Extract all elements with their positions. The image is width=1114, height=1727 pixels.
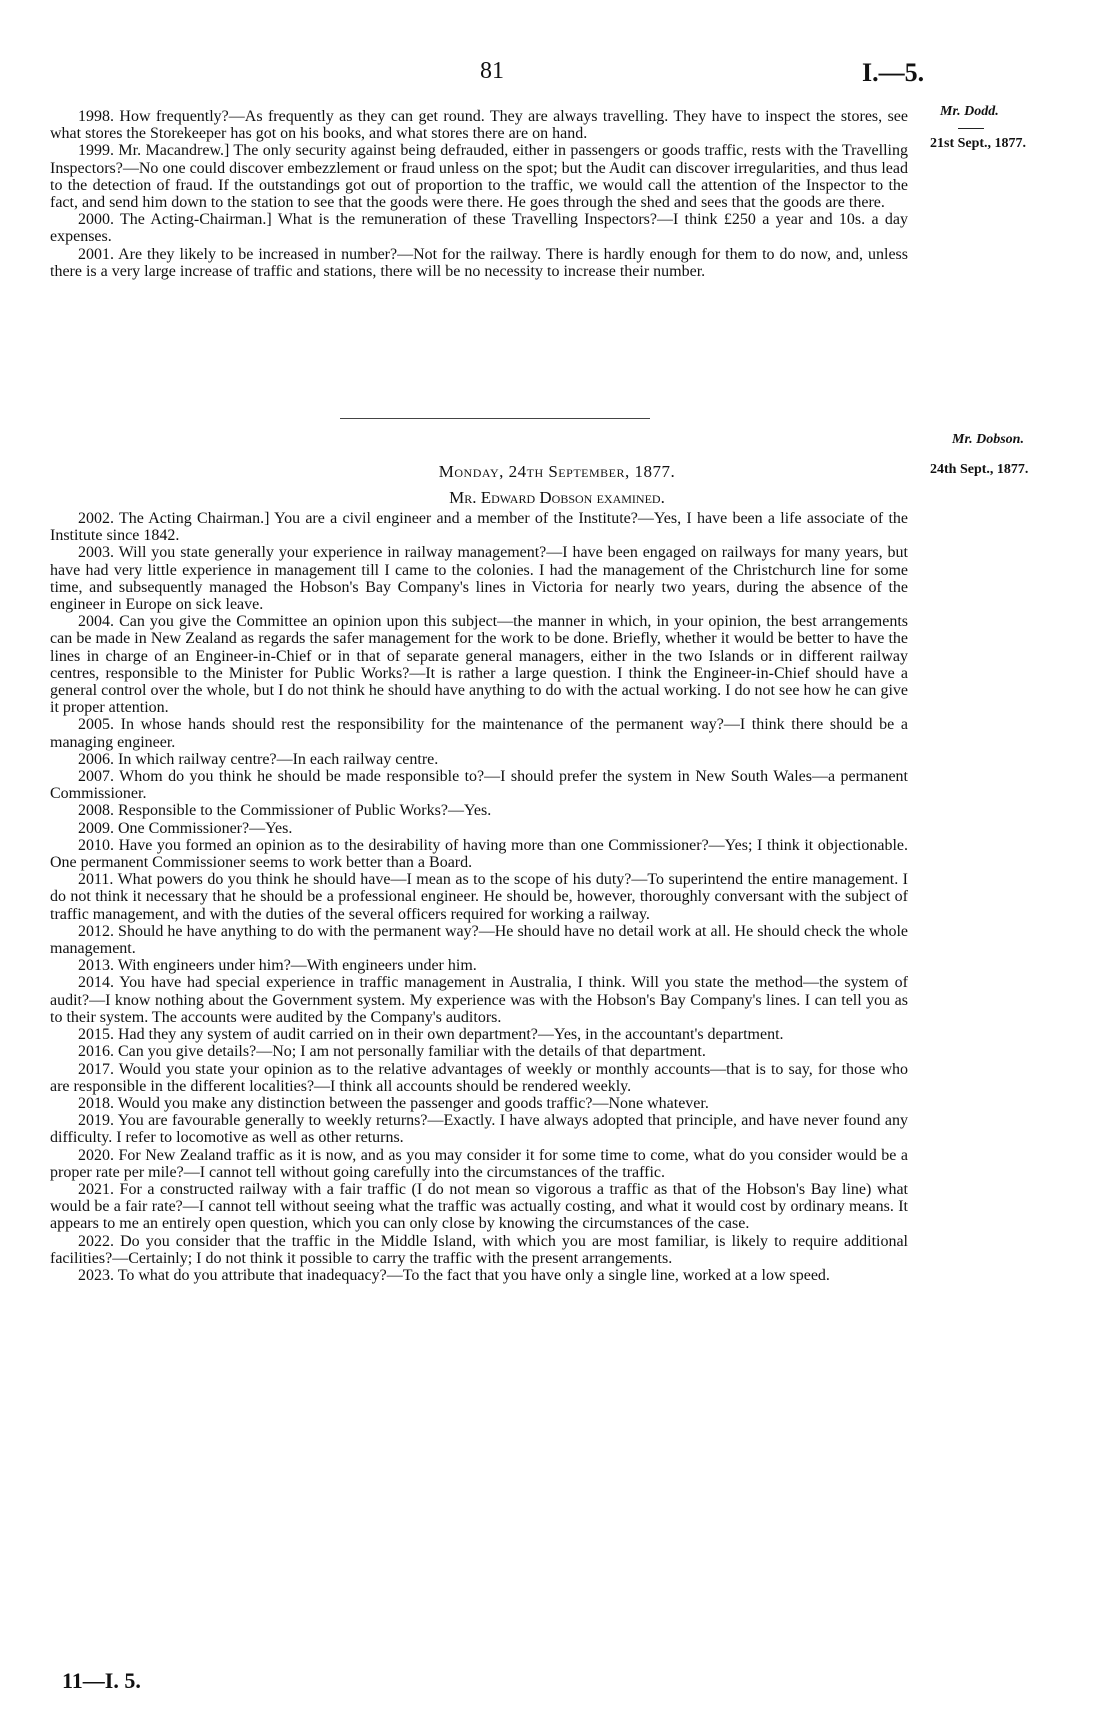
testimony-paragraph: 2006. In which railway centre?—In each railway centre.	[78, 750, 439, 768]
signature-mark: 11—I. 5.	[62, 1668, 141, 1693]
testimony-paragraph: 2021. For a constructed railway with a fair traffic (I do not mean so vigorous a traffic as that of the Hobson's Bay line) what would be a fair rate?—I cannot tell without seeing what the traffic was actually costing, and what it would cost by ordinary means. It appears to me an entirely open question, which you can only close by knowing the circumstances of the case.	[50, 1180, 908, 1233]
testimony-block-main	[50, 510, 908, 1284]
testimony-paragraph: 2005. In whose hands should rest the responsibility for the maintenance of the permanent way?—I think there should be a managing engineer.	[50, 716, 908, 751]
testimony-paragraph: 2012. Should he have anything to do with the permanent way?—He should have no detail work at all. He should check the whole management.	[50, 922, 908, 958]
margin-date-dobson: 24th Sept., 1877.	[930, 462, 1029, 477]
testimony-paragraph: 2008. Responsible to the Commissioner of Public Works?—Yes.	[78, 802, 492, 820]
testimony-paragraph: 2009. One Commissioner?—Yes.	[78, 819, 293, 837]
section-divider	[340, 418, 650, 419]
testimony-paragraph: 2004. Can you give the Committee an opinion upon this subject—the manner in which, in your opinion, the best arrangements can be made in New Zealand as regards the safer management for the work to be done. Briefly, whether it would be better to have the lines in charge of an Engineer-in-Chief or in that of separate general managers, either in the two Islands or in different railway centres, responsible to the Minister for Public Works?—It is rather a large question. I think the Engineer-in-Chief should have a general control over the whole, but I do not think he should have anything to do with the actual working. I do not see how he can give it proper attention.	[50, 613, 908, 717]
margin-witness-dobson: Mr. Dobson.	[952, 432, 1024, 447]
testimony-paragraph: 1999. Mr. Macandrew.] The only security against being defrauded, either in passengers or goods traffic, rests with the Travelling Inspectors?—No one could discover embezzlement or fraud unless on the spot; but the Audit can discover irregularities, and thus lead to the detection of fraud. If the outstandings got out of proportion to the traffic, we would call the attention of the Inspector to the fact, and send him down to the station to see that the goods were there. He goes through the shed and sees that the goods are there.	[50, 142, 908, 212]
testimony-paragraph: 2013. With engineers under him?—With engineers under him.	[78, 957, 477, 975]
witness-heading: Mr. Edward Dobson examined.	[449, 488, 665, 507]
testimony-paragraph: 2023. To what do you attribute that inadequacy?—To the fact that you have only a single line, worked at a low speed.	[78, 1266, 830, 1284]
testimony-paragraph: 1998. How frequently?—As frequently as they can get round. They are always travelling. They have to inspect the stores, see what stores the Storekeeper has got on his books, and what stores there are on hand.	[50, 108, 908, 143]
session-date-heading: Monday, 24th September, 1877.	[438, 462, 676, 481]
testimony-paragraph: 2015. Had they any system of audit carried on in their own department?—Yes, in the accountant's department.	[78, 1026, 784, 1044]
margin-dash	[958, 128, 984, 129]
page-header	[0, 58, 1114, 88]
testimony-paragraph: 2016. Can you give details?—No; I am not personally familiar with the details of that department.	[78, 1043, 706, 1061]
testimony-paragraph: 2011. What powers do you think he should have—I mean as to the scope of his duty?—To superintend the entire management. I do not think it necessary that he should be a professional engineer. He should be, however, thoroughly conversant with the subject of traffic management, and with the duties of the several officers required for working a railway.	[50, 871, 908, 923]
testimony-paragraph: 2019. You are favourable generally to weekly returns?—Exactly. I have always adopted that principle, and have never found any difficulty. I refer to locomotive as well as other returns.	[50, 1112, 908, 1147]
testimony-paragraph: 2007. Whom do you think he should be made responsible to?—I should prefer the system in New South Wales—a permanent Commissioner.	[50, 768, 908, 803]
testimony-paragraph: 2001. Are they likely to be increased in number?—Not for the railway. There is hardly enough for them to do now, and, unless there is a very large increase of traffic and stations, there will be no necessity to increase their number.	[50, 245, 908, 280]
testimony-paragraph: 2000. The Acting-Chairman.] What is the remuneration of these Travelling Inspectors?—I think £250 a year and 10s. a day expenses.	[50, 211, 908, 246]
testimony-paragraph: 2020. For New Zealand traffic as it is now, and as you may consider it for some time to come, what do you consider would be a proper rate per mile?—I cannot tell without going carefully into the circumstances of the traffic.	[50, 1146, 908, 1181]
testimony-paragraph: 2003. Will you state generally your experience in railway management?—I have been engaged on railways for many years, but have had very little experience in management till I came to the colonies. I had the management of the Christchurch line for some time, and subsequently managed the Hobson's Bay Company's lines in Victoria for nearly two years, during the absence of the engineer in Europe on sick leave.	[50, 544, 908, 614]
testimony-paragraph: 2022. Do you consider that the traffic in the Middle Island, with which you are most familiar, is likely to require additional facilities?—Certainly; I do not think it possible to carry the traffic with the present arrangements.	[50, 1232, 908, 1267]
testimony-paragraph: 2010. Have you formed an opinion as to the desirability of having more than one Commissioner?—Yes; I think it objectionable. One permanent Commissioner seems to work better than a Board.	[50, 836, 908, 872]
margin-witness-dodd: Mr. Dodd.	[940, 104, 999, 119]
page-number: 81	[480, 58, 504, 84]
margin-date-dodd: 21st Sept., 1877.	[930, 136, 1027, 151]
testimony-paragraph: 2017. Would you state your opinion as to the relative advantages of weekly or monthly accounts—that is to say, for those who are responsible in the different localities?—I think all accounts should be rendered weekly.	[50, 1060, 908, 1095]
document-reference: I.—5.	[862, 58, 925, 87]
testimony-paragraph: 2014. You have had special experience in traffic management in Australia, I think. Will you state the method—the system of audit?—I know nothing about the Government system. My experience was with the Hobson's Bay Company's lines. I can tell you as to their system. The accounts were audited by the Company's auditors.	[50, 974, 908, 1026]
testimony-block-top	[50, 108, 908, 280]
testimony-paragraph: 2018. Would you make any distinction between the passenger and goods traffic?—None whatever.	[78, 1094, 709, 1112]
testimony-paragraph: 2002. The Acting Chairman.] You are a civil engineer and a member of the Institute?—Yes, I have been a life associate of the Institute since 1842.	[50, 510, 908, 545]
